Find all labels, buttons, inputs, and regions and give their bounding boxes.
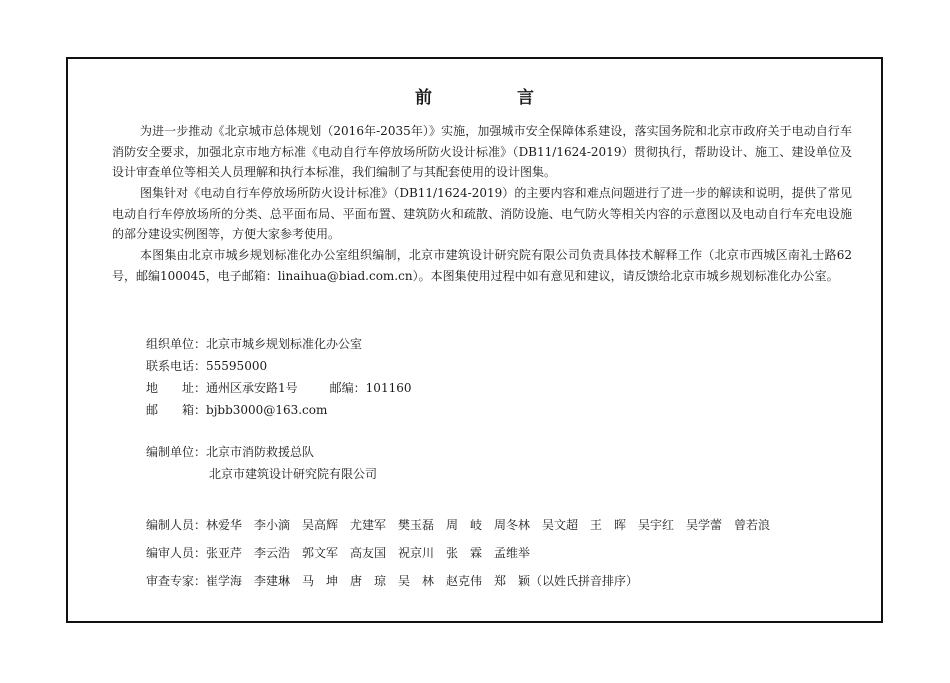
phone-row [146,355,411,377]
compiler-row-1 [146,441,377,463]
page-title: 前 言 [415,88,568,108]
compiler-label: 编制单位： [146,445,207,459]
preface-paragraph-1: 为进一步推动《北京城市总体规划（2016年-2035年）》实施，加强城市安全保障体系建设，落实国务院和北京市政府关于电动自行车消防安全要求，加强北京市地方标准《电动自行车停放场所防火设计标准》（DB11/1624-2019）贯彻执行，帮助设计、施工、建设单位及设计审查单位等相关人员理解和执行本标准，我们编制了与其配套使用的设计图集。 [112,124,852,179]
email-value: bjbb3000@163.com [206,403,328,417]
editors-label: 编制人员： [146,518,207,532]
editors-row [146,511,770,539]
phone-value: 55595000 [206,359,268,373]
preface-paragraph-2: 图集针对《电动自行车停放场所防火设计标准》（DB11/1624-2019）的主要内容和难点问题进行了进一步的解读和说明，提供了常见电动自行车停放场所的分类、总平面布局、平面布置、建筑防火和疏散、消防设施、电气防火等相关内容的示意图以及电动自行车充电设施的部分建设实例图等，方便大家参考使用。 [112,186,852,241]
reviewers-row [146,539,770,567]
zip-label: 邮编： [329,381,366,395]
compiler-unit-2: 北京市建筑设计研究院有限公司 [209,467,378,481]
reviewers-label: 编审人员： [146,546,207,560]
page-frame [66,57,883,623]
compiler-unit-1: 北京市消防救援总队 [206,445,315,459]
compiler-block [146,441,377,485]
editors-names: 林爱华 李小滴 吴高辉 尤建军 樊玉磊 周 岐 周冬林 吴文超 王 晖 吴宇红 吴学蕾 曾若浪 [206,518,771,532]
org-label: 组织单位： [146,337,207,351]
email-row [146,399,411,421]
people-block [146,511,770,595]
experts-names: 崔学海 李建琳 马 坤 唐 琼 吴 林 赵克伟 郑 颖（以姓氏拼音排序） [206,574,639,588]
org-row [146,333,411,355]
zip-value: 101160 [365,381,412,395]
experts-row [146,567,770,595]
compiler-row-2 [146,463,377,485]
contact-block [146,333,411,421]
reviewers-names: 张亚芹 李云浩 郭文军 高友国 祝京川 张 霖 孟维举 [206,546,531,560]
phone-label: 联系电话： [146,359,207,373]
address-row [146,377,411,399]
address-value: 通州区承安路1号 [206,381,298,395]
org-value: 北京市城乡规划标准化办公室 [206,337,363,351]
preface-paragraph-3: 本图集由北京市城乡规划标准化办公室组织编制，北京市建筑设计研究院有限公司负责具体技术解释工作（北京市西城区南礼士路62号，邮编100045，电子邮箱：linaihua@biad.com.cn）。本图集使用过程中如有意见和建议，请反馈给北京市城乡规划标准化办公室。 [112,248,852,283]
address-label: 地 址： [146,381,207,395]
experts-label: 审查专家： [146,574,207,588]
email-label: 邮 箱： [146,403,207,417]
